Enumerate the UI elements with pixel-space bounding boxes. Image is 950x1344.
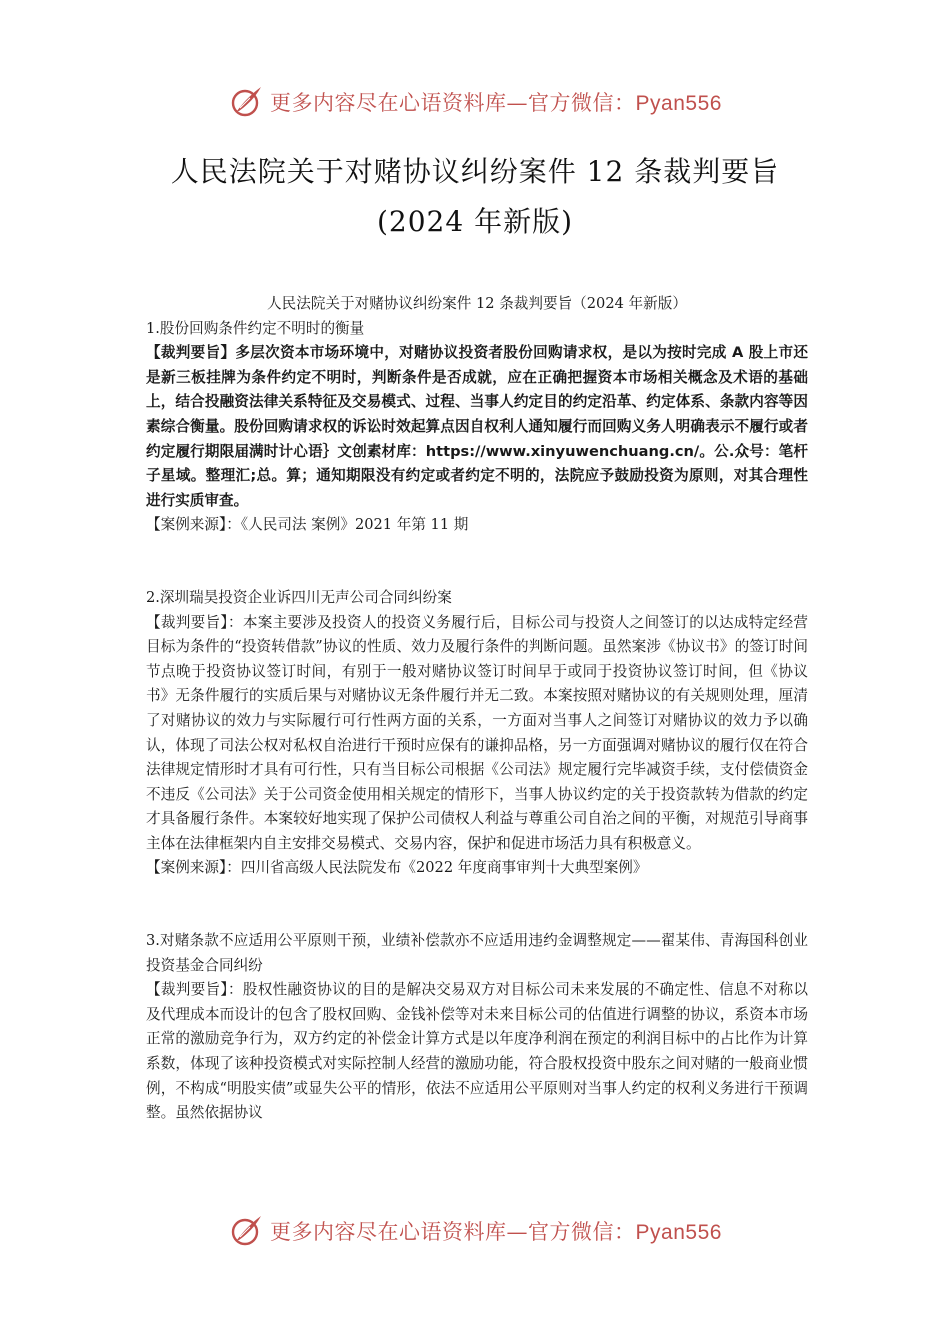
wechat-id: Pyan556 [635, 92, 722, 115]
section-heading: 2.深圳瑞昊投资企业诉四川无声公司合同纠纷案 [146, 588, 452, 606]
document-body [146, 292, 808, 1126]
header-watermark-banner [0, 84, 950, 120]
document-title-line2: (2024 年新版) [376, 205, 573, 238]
quill-pen-logo-icon [228, 1213, 264, 1249]
watermark-text: 更多内容尽在心语资料库—官方微信：Pyan556 [270, 91, 722, 115]
wechat-id: Pyan556 [635, 1221, 722, 1244]
case-source: 【案例来源】：四川省高级人民法院发布《2022 年度商事审判十大典型案例》 [146, 859, 648, 877]
case-source: 【案例来源】：《人民司法 案例》2021 年第 11 期 [146, 516, 469, 534]
section-heading: 1.股份回购条件约定不明时的衡量 [146, 319, 365, 337]
section-heading: 3.对赌条款不应适用公平原则干预，业绩补偿款亦不应适用违约金调整规定——翟某伟、青海国科创业投资基金合同纠纷 [146, 932, 808, 974]
ruling-paragraph: 【裁判要旨】：股权性融资协议的目的是解决交易双方对目标公司未来发展的不确定性、信息不对称以及代理成本而设计的包含了股权回购、金钱补偿等对未来目标公司的估值进行调整的协议，系资本市场正常的激励竞争行为，双方约定的补偿金计算方式是以年度净利润在预定的利润目标中的占比作为计算系数，体现了该种投资模式对实际控制人经营的激励功能，符合股权投资中股东之间对赌的一般商业惯例，不构成“明股实债”或显失公平的情形，依法不应适用公平原则对当事人约定的权利义务进行干预调整。虽然依据协议 [146, 981, 808, 1122]
ruling-paragraph: 【裁判要旨】：本案主要涉及投资人的投资义务履行后，目标公司与投资人之间签订的以达成特定经营目标为条件的“投资转借款”协议的性质、效力及履行条件的判断问题。虽然案涉《协议书》的签订时间节点晚于投资协议签订时间，有别于一般对赌协议签订时间早于或同于投资协议签订时间，但《协议书》无条件履行的实质后果与对赌协议无条件履行并无二致。本案按照对赌协议的有关规则处理，厘清了对赌协议的效力与实际履行可行性两方面的关系，一方面对当事人之间签订对赌协议的效力予以确认，体现了司法公权对私权自治进行干预时应保有的谦抑品格，另一方面强调对赌协议的履行仅在符合法律规定情形时才具有可行性，只有当目标公司根据《公司法》规定履行完毕减资手续，支付偿债资金不违反《公司法》关于公司资金使用相关规定的情形下，当事人协议约定的关于投资款转为借款的约定才具备履行条件。本案较好地实现了保护公司债权人利益与尊重公司自治之间的平衡，对规范引导商事主体在法律框架内自主安排交易模式、交易内容，保护和促进市场活力具有积极意义。 [146, 613, 808, 852]
ruling-paragraph: 【裁判要旨】多层次资本市场环境中，对赌协议投资者股份回购请求权，是以为按时完成 A 股上市还是新三板挂牌为条件约定不明时，判断条件是否成就，应在正确把握资本市场相关概念及术语的基础上，结合投融资法律关系特征及交易模式、过程、当事人约定目的约定沿革、约定体系、条款内容等因素综合衡量。股份回购请求权的诉讼时效起算点因自权利人通知履行而回购义务人明确表示不履行或者约定履行期限届满时计心语｝文创素材库：https://www.xinyuwenchuang.cn/。公.众号：笔杆子星域。整理汇;总。算；通知期限没有约定或者约定不明的，法院应予鼓励投资为原则，对其合理性进行实质审查。 [146, 344, 808, 509]
quill-pen-logo-icon [228, 84, 264, 120]
watermark-text: 更多内容尽在心语资料库—官方微信：Pyan556 [270, 1220, 722, 1244]
document-title-line1: 人民法院关于对赌协议纠纷案件 12 条裁判要旨 [170, 155, 780, 188]
document-subtitle: 人民法院关于对赌协议纠纷案件 12 条裁判要旨（2024 年新版） [267, 295, 687, 312]
footer-watermark-banner [0, 1213, 950, 1249]
